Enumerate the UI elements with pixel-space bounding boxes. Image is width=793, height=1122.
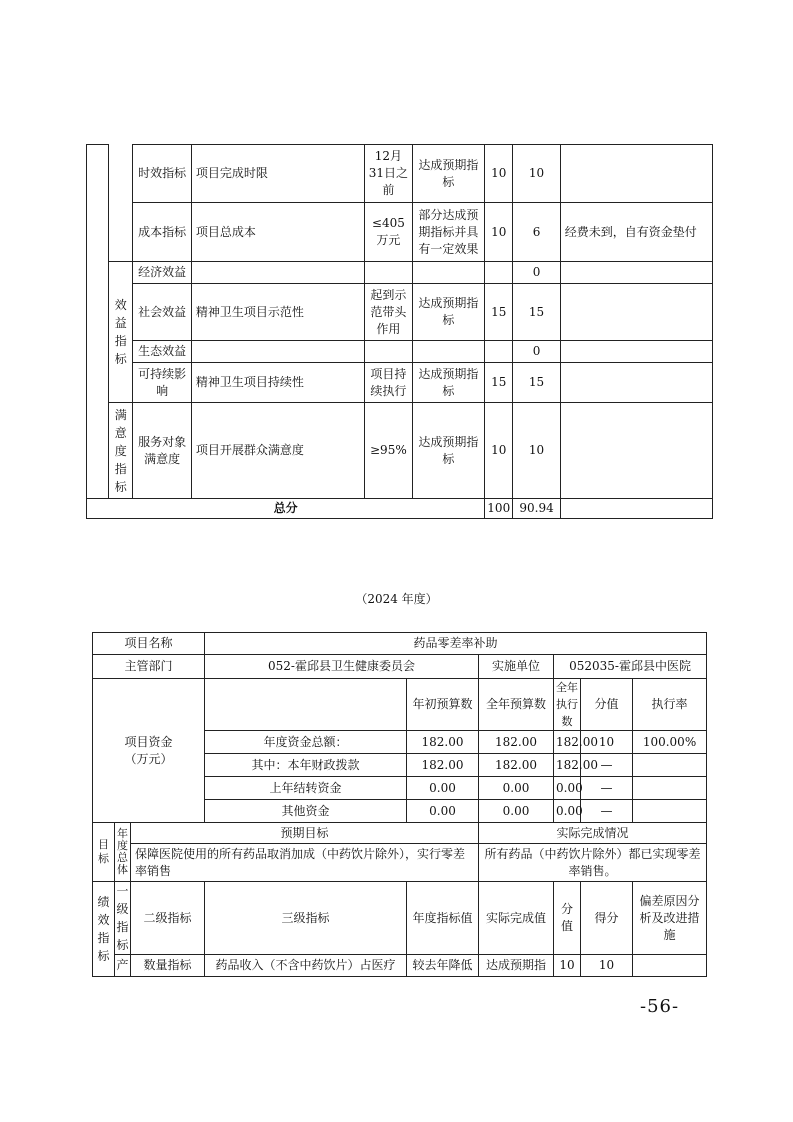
fund-cell: 182.00	[407, 731, 479, 754]
score-cell: 10	[513, 403, 560, 499]
satisfaction-label: 满意度指标	[109, 403, 133, 499]
actual-label: 实际完成情况	[479, 823, 707, 844]
perf-header-weight: 分值	[554, 882, 581, 955]
perf-target: 较去年降低	[407, 955, 479, 977]
fund-cell: 0.00	[479, 777, 554, 800]
l3-cell: 项目开展群众满意度	[191, 403, 364, 499]
fund-cell: 0.00	[407, 777, 479, 800]
reason-cell	[560, 341, 712, 363]
perf-header-target: 年度指标值	[407, 882, 479, 955]
target-cell: 起到示范带头作用	[365, 284, 412, 341]
actual-cell: 达成预期指标	[412, 145, 485, 203]
perf-l2: 数量指标	[131, 955, 205, 977]
fund-header: 执行率	[633, 679, 707, 731]
dept-label: 主管部门	[93, 655, 205, 679]
fund-cell: —	[581, 800, 633, 823]
weight-cell	[485, 341, 513, 363]
perf-actual: 达成预期指	[479, 955, 554, 977]
weight-cell: 15	[485, 363, 513, 403]
score-cell: 0	[513, 262, 560, 284]
fund-cell: 100.00%	[633, 731, 707, 754]
fund-row-label: 年度资金总额：	[205, 731, 407, 754]
weight-cell: 10	[485, 203, 513, 262]
perf-l1: 产	[115, 955, 131, 977]
weight-cell: 10	[485, 145, 513, 203]
page-number: -56-	[640, 996, 680, 1017]
perf-header-l1: 一级指标	[115, 882, 131, 955]
l2-cell: 社会效益	[133, 284, 191, 341]
fund-row-label: 上年结转资金	[205, 777, 407, 800]
target-cell: 12月31日之前	[365, 145, 412, 203]
goal-label-inner: 年度总体	[115, 823, 131, 882]
output-cell	[109, 145, 133, 262]
target-cell	[365, 341, 412, 363]
goal-label-outer: 目标	[93, 823, 115, 882]
fund-cell: 182.00	[479, 754, 554, 777]
reason-cell	[560, 363, 712, 403]
perf-header-actual: 实际完成值	[479, 882, 554, 955]
benefit-label: 效益指标	[109, 262, 133, 403]
perf-label: 绩效指标	[93, 882, 115, 977]
weight-cell: 15	[485, 284, 513, 341]
year-caption: （2024 年度）	[355, 592, 438, 606]
actual-cell	[412, 262, 485, 284]
actual-cell: 达成预期指标	[412, 403, 485, 499]
reason-cell	[560, 145, 712, 203]
l3-cell	[191, 341, 364, 363]
l3-cell: 精神卫生项目持续性	[191, 363, 364, 403]
perf-header-reason: 偏差原因分析及改进措施	[633, 882, 707, 955]
target-cell: ≥95%	[365, 403, 412, 499]
impl-label: 实施单位	[479, 655, 554, 679]
perf-l3: 药品收入（不含中药饮片）占医疗	[205, 955, 407, 977]
fund-header: 全年预算数	[479, 679, 554, 731]
fund-label: 项目资金（万元）	[93, 679, 205, 823]
actual-cell: 部分达成预期指标并具有一定效果	[412, 203, 485, 262]
perf-header-l2: 二级指标	[131, 882, 205, 955]
l2-cell: 成本指标	[133, 203, 191, 262]
l3-cell: 项目总成本	[191, 203, 364, 262]
perf-header-l3: 三级指标	[205, 882, 407, 955]
fund-header: 全年执行数	[554, 679, 581, 731]
l2-cell: 生态效益	[133, 341, 191, 363]
l3-cell: 项目完成时限	[191, 145, 364, 203]
fund-row-label: 其他资金	[205, 800, 407, 823]
perf-weight: 10	[554, 955, 581, 977]
fund-cell: 182.00	[554, 731, 581, 754]
l2-cell: 经济效益	[133, 262, 191, 284]
expected-text: 保障医院使用的所有药品取消加成（中药饮片除外），实行零差率销售	[131, 844, 479, 882]
fund-cell: 182.00	[407, 754, 479, 777]
l2-cell: 时效指标	[133, 145, 191, 203]
project-name-label: 项目名称	[93, 633, 205, 655]
reason-cell	[560, 262, 712, 284]
fund-cell: 0.00	[554, 800, 581, 823]
fund-cell: 0.00	[479, 800, 554, 823]
target-cell	[365, 262, 412, 284]
fund-cell: 182.00	[554, 754, 581, 777]
actual-text: 所有药品（中药饮片除外）都已实现零差率销售。	[479, 844, 707, 882]
score-cell: 10	[513, 145, 560, 203]
fund-cell	[633, 800, 707, 823]
reason-cell	[560, 284, 712, 341]
total-weight: 100	[485, 499, 513, 519]
actual-cell: 达成预期指标	[412, 363, 485, 403]
reason-cell	[560, 403, 712, 499]
perf-reason	[633, 955, 707, 977]
fund-cell: 0.00	[407, 800, 479, 823]
total-label: 总分	[87, 499, 485, 519]
reason-cell: 经费未到，自有资金垫付	[560, 203, 712, 262]
actual-cell: 达成预期指标	[412, 284, 485, 341]
impl-value: 052035-霍邱县中医院	[554, 655, 707, 679]
l3-cell	[191, 262, 364, 284]
l3-cell: 精神卫生项目示范性	[191, 284, 364, 341]
l2-cell: 可持续影响	[133, 363, 191, 403]
project-name: 药品零差率补助	[205, 633, 707, 655]
weight-cell	[485, 262, 513, 284]
fund-header: 分值	[581, 679, 633, 731]
dept-value: 052-霍邱县卫生健康委员会	[205, 655, 479, 679]
weight-cell: 10	[485, 403, 513, 499]
target-cell: ≤405万元	[365, 203, 412, 262]
total-reason	[560, 499, 712, 519]
target-cell: 项目持续执行	[365, 363, 412, 403]
fund-cell: 182.00	[479, 731, 554, 754]
performance-table-continued	[86, 144, 713, 519]
fund-cell: 0.00	[554, 777, 581, 800]
fund-header-empty	[205, 679, 407, 731]
score-cell: 6	[513, 203, 560, 262]
expected-label: 预期目标	[131, 823, 479, 844]
score-cell: 15	[513, 363, 560, 403]
l2-cell: 服务对象满意度	[133, 403, 191, 499]
fund-cell	[633, 777, 707, 800]
project-table-2024	[92, 632, 707, 977]
fund-cell: 10	[581, 731, 633, 754]
fund-cell	[633, 754, 707, 777]
score-cell: 15	[513, 284, 560, 341]
first-level-cell	[87, 145, 109, 499]
fund-row-label: 其中：本年财政拨款	[205, 754, 407, 777]
total-score: 90.94	[513, 499, 560, 519]
fund-header: 年初预算数	[407, 679, 479, 731]
perf-header-score: 得分	[581, 882, 633, 955]
perf-score: 10	[581, 955, 633, 977]
score-cell: 0	[513, 341, 560, 363]
fund-cell: —	[581, 777, 633, 800]
actual-cell	[412, 341, 485, 363]
fund-cell: —	[581, 754, 633, 777]
